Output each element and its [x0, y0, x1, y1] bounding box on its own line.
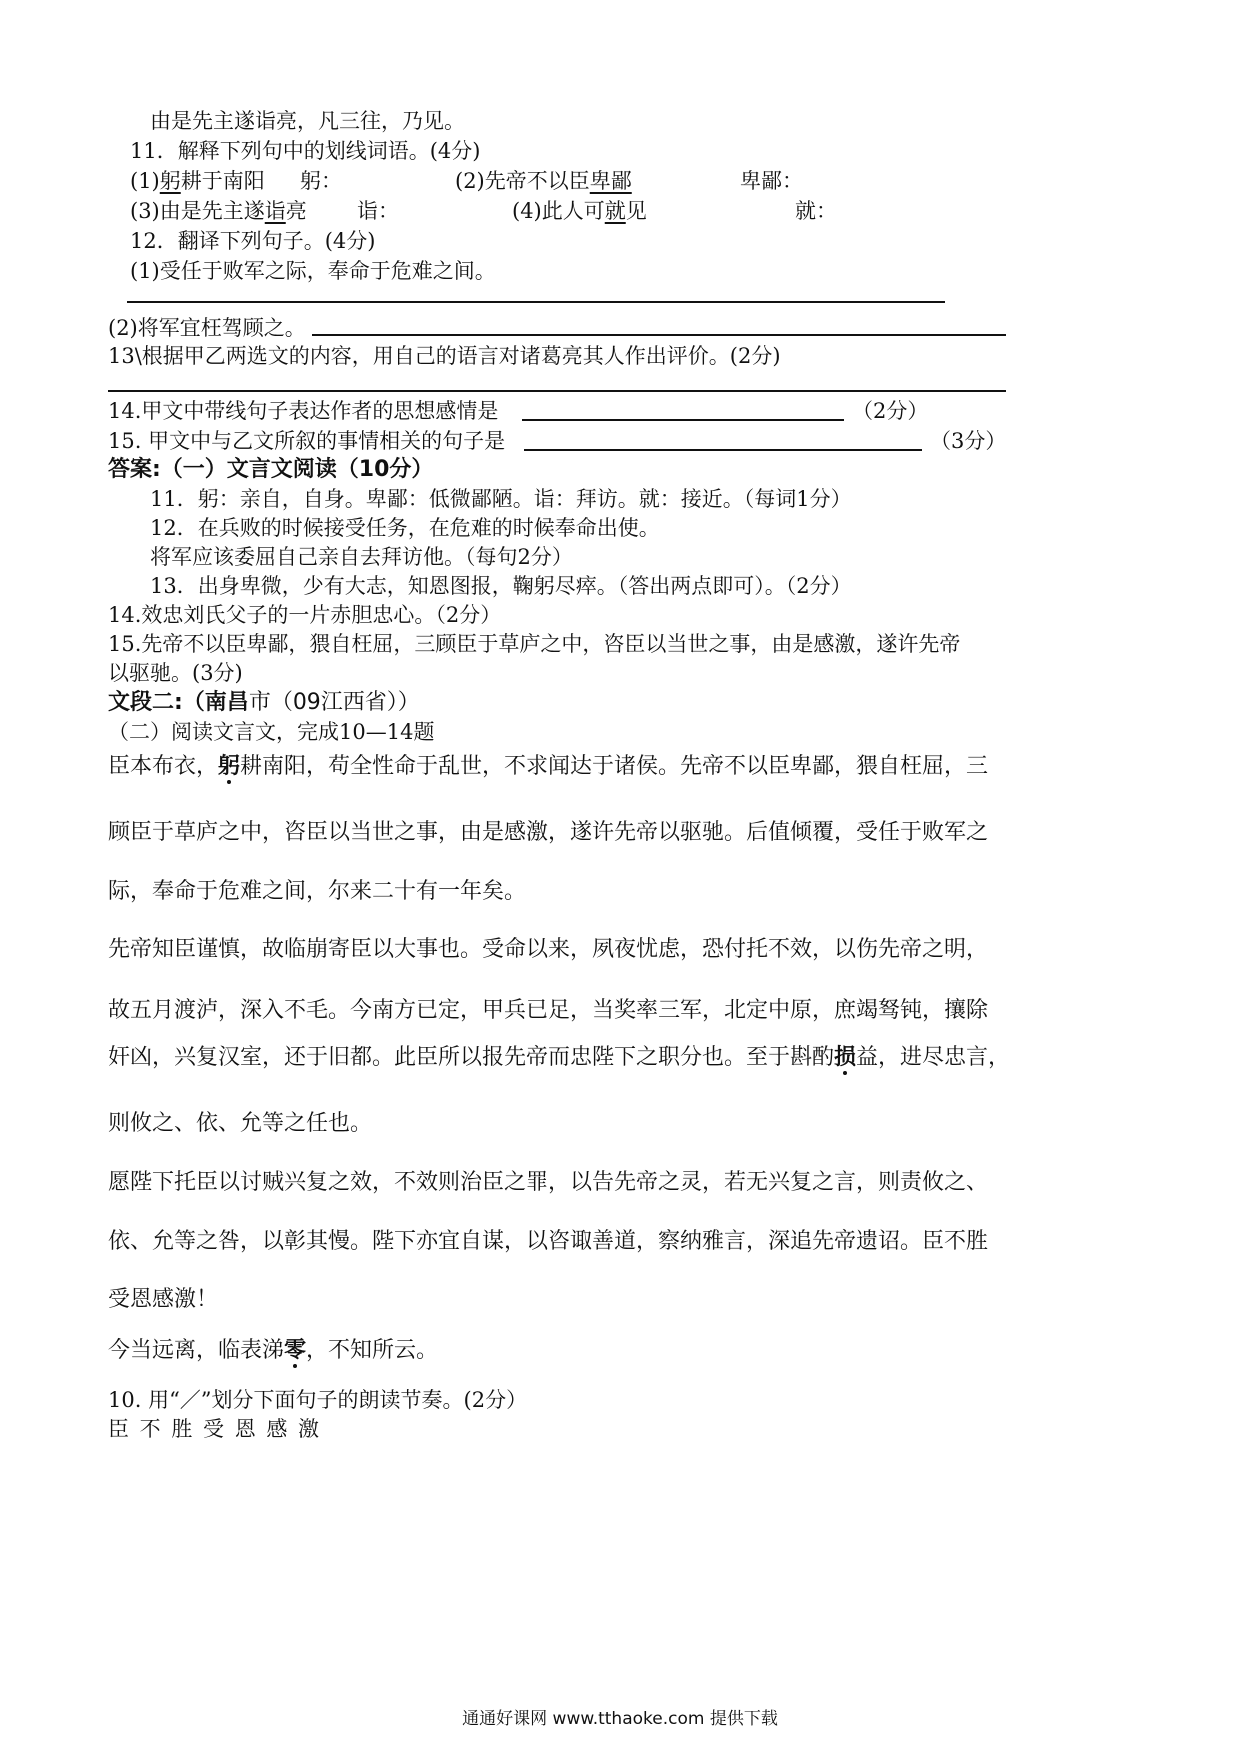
answer-line-14[interactable]: [522, 419, 844, 421]
question-10-sentence[interactable]: 臣 不 胜 受 恩 感 激: [108, 1417, 322, 1441]
question-13: 13\根据甲乙两选文的内容，用自己的语言对诸葛亮其人作出评价。(2分): [108, 344, 781, 368]
question-15-score: （3分）: [930, 429, 1007, 453]
question-12-2: (2)将军宜枉驾顾之。: [108, 316, 306, 340]
q11-item-4: (4)此人可就见: [512, 199, 647, 223]
passage-p4: 今当远离，临表涕零，不知所云。: [108, 1338, 439, 1363]
answer-line-12-1[interactable]: [127, 301, 945, 303]
passage-p1-line2: 顾臣于草庐之中，咨臣以当世之事，由是感激，遂许先帝以驱驰。后值倾覆，受任于败军之: [108, 820, 989, 845]
question-14-score: （2分）: [852, 399, 929, 423]
answer-15a: 15.先帝不以臣卑鄙，猥自枉屈，三顾臣于草庐之中，咨臣以当世之事，由是感激，遂许先帝: [108, 632, 961, 656]
answers-title: 答案:（一）文言文阅读（10分）: [108, 457, 434, 482]
passage-line: 由是先主遂诣亮，凡三往，乃见。: [150, 109, 465, 133]
question-10: 10. 用“／”划分下面句子的朗读节奏。(2分）: [108, 1388, 528, 1412]
passage-p2-line2: 故五月渡泸，深入不毛。今南方已定，甲兵已足，当奖率三军，北定中原，庶竭驽钝，攘除: [108, 998, 989, 1023]
passage-p3-line1: 愿陛下托臣以讨贼兴复之效，不效则治臣之罪，以告先帝之灵，若无兴复之言，则责攸之、: [108, 1170, 989, 1195]
passage-p2-line1: 先帝知臣谨慎，故临崩寄臣以大事也。受命以来，夙夜忧虑，恐付托不效，以伤先帝之明，: [108, 937, 989, 962]
section2-intro: （二）阅读文言文，完成10—14题: [108, 720, 435, 744]
passage-p2-line3: 奸凶，兴复汉室，还于旧都。此臣所以报先帝而忠陛下之职分也。至于斟酌损益，进尽忠言，: [108, 1045, 1011, 1070]
question-14: 14.甲文中带线句子表达作者的思想感情是: [108, 399, 499, 423]
q11-item-3: (3)由是先主遂诣亮: [130, 199, 307, 223]
answer-14: 14.效忠刘氏父子的一片赤胆忠心。（2分）: [108, 603, 502, 627]
answer-12a: 12．在兵败的时候接受任务，在危难的时候奉命出使。: [150, 516, 660, 540]
q11-item-1: (1)躬耕于南阳: [130, 169, 265, 193]
passage-p3-line3: 受恩感激！: [108, 1287, 219, 1312]
answer-15b: 以驱驰。(3分): [108, 661, 243, 685]
q11-item-2: (2)先帝不以臣卑鄙: [455, 169, 632, 193]
passage-p1-line1: 臣本布衣，躬耕南阳，苟全性命于乱世，不求闻达于诸侯。先帝不以臣卑鄙，猥自枉屈，三: [108, 754, 989, 779]
passage-p3-line2: 依、允等之咎，以彰其慢。陛下亦宜自谋，以咨诹善道，察纳雅言，深追先帝遗诏。臣不胜: [108, 1229, 989, 1254]
passage-p1-line3: 际，奉命于危难之间，尔来二十有一年矣。: [108, 879, 527, 904]
answer-12b: 将军应该委屈自己亲自去拜访他。（每句2分）: [150, 545, 573, 569]
section2-title: 文段二:（南昌市（09江西省））: [108, 690, 420, 715]
q11-item-4-blank[interactable]: 就：: [795, 199, 837, 223]
q11-item-3-blank[interactable]: 诣：: [357, 199, 399, 223]
question-12: 12．翻译下列句子。(4分): [130, 229, 376, 253]
question-12-1: (1)受任于败军之际，奉命于危难之间。: [130, 259, 496, 283]
passage-p2-line4: 则攸之、依、允等之任也。: [108, 1111, 373, 1136]
question-11: 11．解释下列句中的划线词语。(4分): [130, 139, 481, 163]
q11-item-1-blank[interactable]: 躬：: [300, 169, 342, 193]
q11-item-2-blank[interactable]: 卑鄙：: [740, 169, 803, 193]
answer-line-13[interactable]: [108, 390, 1006, 392]
page-footer: 通通好课网 www.tthaoke.com 提供下载: [462, 1709, 778, 1729]
answer-13: 13．出身卑微，少有大志，知恩图报，鞠躬尽瘁。（答出两点即可）。（2分）: [150, 574, 852, 598]
answer-line-12-2[interactable]: [312, 334, 1006, 336]
answer-line-15[interactable]: [524, 449, 922, 451]
answer-11: 11．躬：亲自，自身。卑鄙：低微鄙陋。诣：拜访。就：接近。（每词1分）: [150, 487, 852, 511]
question-15: 15. 甲文中与乙文所叙的事情相关的句子是: [108, 429, 506, 453]
